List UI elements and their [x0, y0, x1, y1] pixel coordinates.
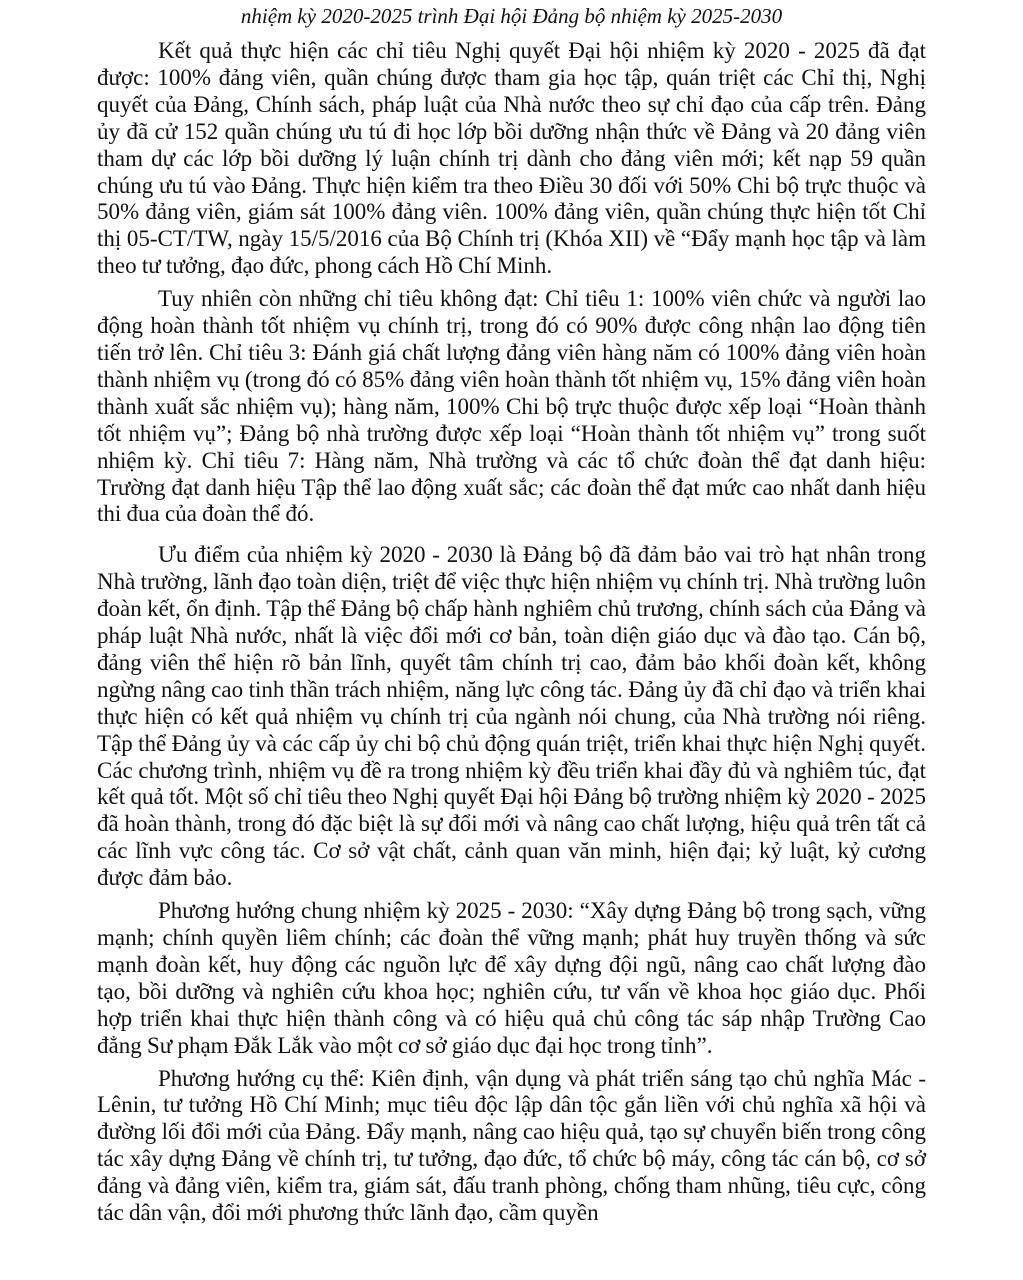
paragraph-targets-not-met: Tuy nhiên còn những chỉ tiêu không đạt: Chỉ tiêu 1: 100% viên chức và người lao động hoàn thành tốt nhiệm vụ chính trị, trong đó có 90% được công nhận lao động tiên tiến trở lên. Chỉ tiêu 3: Đánh giá chất lượng đảng viên hàng năm có 100% đảng viên hoàn thành nhiệm vụ (trong đó có 85% đảng viên hoàn thành tốt nhiệm vụ, 15% đảng viên hoàn thành xuất sắc nhiệm vụ); hàng năm, 100% Chi bộ trực thuộc được xếp loại “Hoàn thành tốt nhiệm vụ”; Đảng bộ nhà trường được xếp loại “Hoàn thành tốt nhiệm vụ” trong suốt nhiệm kỳ. Chỉ tiêu 7: Hàng năm, Nhà trường và các tổ chức đoàn thể đạt danh hiệu: Trường đạt danh hiệu Tập thể lao động xuất sắc; các đoàn thể đạt mức cao nhất danh hiệu thi đua của đoàn thể đó.	[97, 286, 926, 527]
document-body	[97, 38, 926, 1227]
paragraph-general-direction: Phương hướng chung nhiệm kỳ 2025 - 2030: “Xây dựng Đảng bộ trong sạch, vững mạnh; chính quyền liêm chính; các đoàn thể vững mạnh; phát huy truyền thống và sức mạnh đoàn kết, huy động các nguồn lực để xây dựng đội ngũ, nâng cao chất lượng đào tạo, bồi dưỡng và nghiên cứu khoa học; nghiên cứu, tư vấn về khoa học giáo dục. Phối hợp triển khai thực hiện thành công và có hiệu quả chủ công tác sáp nhập Trường Cao đẳng Sư phạm Đắk Lắk vào một cơ sở giáo dục đại học trong tỉnh”.	[97, 898, 926, 1058]
paragraph-specific-direction: Phương hướng cụ thể: Kiên định, vận dụng và phát triển sáng tạo chủ nghĩa Mác - Lênin, tư tưởng Hồ Chí Minh; mục tiêu độc lập dân tộc gắn liền với chủ nghĩa xã hội và đường lối đổi mới của Đảng. Đẩy mạnh, nâng cao hiệu quả, tạo sự chuyển biến trong công tác xây dựng Đảng về chính trị, tư tưởng, đạo đức, tổ chức bộ máy, công tác cán bộ, cơ sở đảng và đảng viên, kiểm tra, giám sát, đấu tranh phòng, chống tham nhũng, tiêu cực, công tác dân vận, đổi mới phương thức lãnh đạo, cầm quyền	[97, 1065, 926, 1226]
paragraph-results-achieved: Kết quả thực hiện các chỉ tiêu Nghị quyết Đại hội nhiệm kỳ 2020 - 2025 đã đạt được: 100% đảng viên, quần chúng được tham gia học tập, quán triệt các Chỉ thị, Nghị quyết của Đảng, Chính sách, pháp luật của Nhà nước theo sự chỉ đạo của cấp trên. Đảng ủy đã cử 152 quần chúng ưu tú đi học lớp bồi dưỡng nhận thức về Đảng và 20 đảng viên tham dự các lớp bồi dưỡng lý luận chính trị dành cho đảng viên mới; kết nạp 59 quần chúng ưu tú vào Đảng. Thực hiện kiểm tra theo Điều 30 đối với 50% Chi bộ trực thuộc và 50% đảng viên, giám sát 100% đảng viên. 100% đảng viên, quần chúng thực hiện tốt Chỉ thị 05-CT/TW, ngày 15/5/2016 của Bộ Chính trị (Khóa XII) về “Đẩy mạnh học tập và làm theo tư tưởng, đạo đức, phong cách Hồ Chí Minh.	[97, 38, 926, 279]
paragraph-strengths: Ưu điểm của nhiệm kỳ 2020 - 2030 là Đảng bộ đã đảm bảo vai trò hạt nhân trong Nhà trường, lãnh đạo toàn diện, triệt để việc thực hiện nhiệm vụ chính trị. Nhà trường luôn đoàn kết, ổn định. Tập thể Đảng bộ chấp hành nghiêm chủ trương, chính sách của Đảng và pháp luật Nhà nước, nhất là việc đổi mới cơ bản, toàn diện giáo dục và đào tạo. Cán bộ, đảng viên thể hiện rõ bản lĩnh, quyết tâm chính trị cao, đảm bảo khối đoàn kết, không ngừng nâng cao tinh thần trách nhiệm, năng lực công tác. Đảng ủy đã chỉ đạo và triển khai thực hiện có kết quả nhiệm vụ chính trị của ngành nói chung, của Nhà trường nói riêng. Tập thể Đảng ủy và các cấp ủy chi bộ chủ động quán triệt, triển khai thực hiện Nghị quyết. Các chương trình, nhiệm vụ đề ra trong nhiệm kỳ đều triển khai đầy đủ và nghiêm túc, đạt kết quả tốt. Một số chỉ tiêu theo Nghị quyết Đại hội Đảng bộ trường nhiệm kỳ 2020 - 2025 đã hoàn thành, trong đó đặc biệt là sự đổi mới và nâng cao chất lượng, hiệu quả trên tất cả các lĩnh vực công tác. Cơ sở vật chất, cảnh quan văn minh, hiện đại; kỷ luật, kỷ cương được đảm bảo.	[97, 542, 926, 891]
paragraph-spacer	[97, 528, 926, 542]
running-header: nhiệm kỳ 2020-2025 trình Đại hội Đảng bộ nhiệm kỳ 2025-2030	[240, 4, 783, 28]
